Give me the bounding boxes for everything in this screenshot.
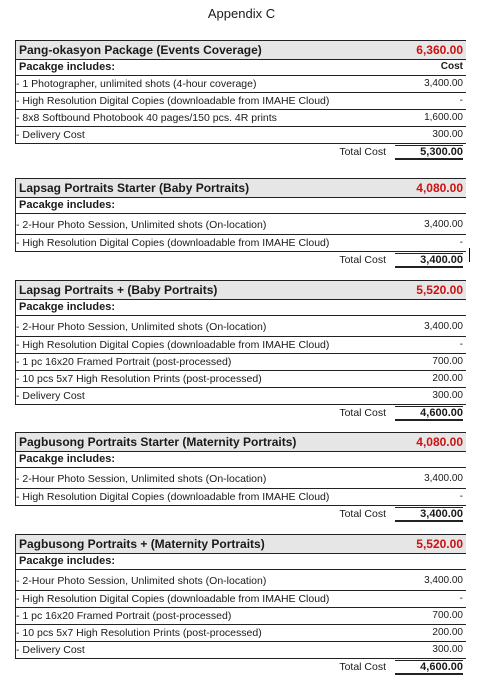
page-title: Appendix C	[207, 6, 276, 21]
total-value: 4,600.00	[395, 660, 463, 675]
total-label: Total Cost	[339, 146, 386, 158]
item-text: - Delivery Cost	[16, 644, 85, 656]
package-block	[15, 432, 466, 522]
includes-row	[15, 452, 466, 467]
item-amount: 700.00	[432, 356, 463, 367]
item-text: - 10 pcs 5x7 High Resolution Prints (post-processed)	[16, 627, 262, 639]
item-text: - 2-Hour Photo Session, Unlimited shots (On-location)	[16, 321, 267, 333]
item-text: - High Resolution Digital Copies (downloadable from IMAHE Cloud)	[16, 593, 330, 605]
item-amount: -	[459, 593, 463, 604]
item-text: - High Resolution Digital Copies (downloadable from IMAHE Cloud)	[16, 95, 330, 107]
total-row	[15, 405, 466, 421]
package-item	[15, 591, 466, 608]
total-row	[15, 252, 466, 268]
includes-label: Pacakge includes:	[19, 61, 115, 73]
package-item	[15, 93, 466, 110]
package-item	[15, 315, 466, 337]
item-amount: -	[459, 339, 463, 350]
item-amount: 3,400.00	[424, 321, 463, 332]
package-item	[15, 388, 466, 405]
includes-row	[15, 198, 466, 213]
includes-row	[15, 554, 466, 569]
package-header	[15, 534, 466, 554]
package-header	[15, 40, 466, 60]
package-item	[15, 489, 466, 506]
text-cursor	[469, 248, 470, 262]
package-item	[15, 608, 466, 625]
item-text: - 1 pc 16x20 Framed Portrait (post-processed)	[16, 610, 232, 622]
package-item	[15, 235, 466, 252]
item-text: - Delivery Cost	[16, 390, 85, 402]
item-amount: -	[459, 237, 463, 248]
item-text: - High Resolution Digital Copies (downloadable from IMAHE Cloud)	[16, 491, 330, 503]
total-value: 5,300.00	[395, 145, 463, 160]
total-label: Total Cost	[339, 407, 386, 419]
total-row	[15, 144, 466, 160]
includes-label: Pacakge includes:	[19, 301, 115, 313]
package-price: 4,080.00	[416, 181, 463, 195]
package-header	[15, 432, 466, 452]
includes-row	[15, 300, 466, 315]
item-text: - 1 pc 16x20 Framed Portrait (post-processed)	[16, 356, 232, 368]
package-item	[15, 625, 466, 642]
item-amount: 3,400.00	[424, 473, 463, 484]
package-name: Pagbusong Portraits Starter (Maternity Portraits)	[19, 435, 297, 449]
item-amount: 300.00	[432, 129, 463, 140]
includes-label: Pacakge includes:	[19, 453, 115, 465]
package-block	[15, 534, 466, 675]
includes-label: Pacakge includes:	[19, 555, 115, 567]
total-label: Total Cost	[339, 661, 386, 673]
package-block	[15, 280, 466, 421]
total-value: 3,400.00	[395, 507, 463, 522]
package-block	[15, 178, 466, 268]
package-header	[15, 178, 466, 198]
includes-row	[15, 60, 466, 75]
includes-label: Pacakge includes:	[19, 199, 115, 211]
package-header	[15, 280, 466, 300]
total-row	[15, 506, 466, 522]
package-name: Lapsag Portraits Starter (Baby Portraits)	[19, 181, 250, 195]
item-amount: 200.00	[432, 627, 463, 638]
item-text: - 2-Hour Photo Session, Unlimited shots (On-location)	[16, 473, 267, 485]
item-amount: -	[459, 491, 463, 502]
package-item	[15, 75, 466, 93]
package-price: 5,520.00	[416, 537, 463, 551]
package-item	[15, 569, 466, 591]
total-row	[15, 659, 466, 675]
item-text: - 1 Photographer, unlimited shots (4-hour coverage)	[16, 78, 257, 90]
package-name: Pang-okasyon Package (Events Coverage)	[19, 43, 262, 57]
cost-header: Cost	[440, 61, 463, 72]
package-price: 6,360.00	[416, 43, 463, 57]
package-name: Pagbusong Portraits + (Maternity Portraits)	[19, 537, 265, 551]
item-text: - High Resolution Digital Copies (downloadable from IMAHE Cloud)	[16, 237, 330, 249]
item-amount: 200.00	[432, 373, 463, 384]
item-amount: 3,400.00	[424, 575, 463, 586]
package-block	[15, 40, 466, 160]
item-text: - High Resolution Digital Copies (downloadable from IMAHE Cloud)	[16, 339, 330, 351]
item-text: - 2-Hour Photo Session, Unlimited shots (On-location)	[16, 575, 267, 587]
package-price: 4,080.00	[416, 435, 463, 449]
item-amount: 300.00	[432, 390, 463, 401]
total-label: Total Cost	[339, 254, 386, 266]
item-amount: -	[459, 95, 463, 106]
package-item	[15, 213, 466, 235]
item-amount: 300.00	[432, 644, 463, 655]
package-item	[15, 354, 466, 371]
item-text: - 8x8 Softbound Photobook 40 pages/150 pcs. 4R prints	[16, 112, 277, 124]
item-amount: 700.00	[432, 610, 463, 621]
package-price: 5,520.00	[416, 283, 463, 297]
package-item	[15, 371, 466, 388]
total-value: 4,600.00	[395, 406, 463, 421]
item-text: - 10 pcs 5x7 High Resolution Prints (post-processed)	[16, 373, 262, 385]
package-item	[15, 337, 466, 354]
item-text: - Delivery Cost	[16, 129, 85, 141]
item-amount: 3,400.00	[424, 78, 463, 89]
package-item	[15, 110, 466, 127]
total-label: Total Cost	[339, 508, 386, 520]
item-text: - 2-Hour Photo Session, Unlimited shots (On-location)	[16, 219, 267, 231]
total-value: 3,400.00	[395, 253, 463, 268]
package-item	[15, 642, 466, 659]
package-item	[15, 127, 466, 144]
package-item	[15, 467, 466, 489]
package-name: Lapsag Portraits + (Baby Portraits)	[19, 283, 218, 297]
item-amount: 3,400.00	[424, 219, 463, 230]
item-amount: 1,600.00	[424, 112, 463, 123]
